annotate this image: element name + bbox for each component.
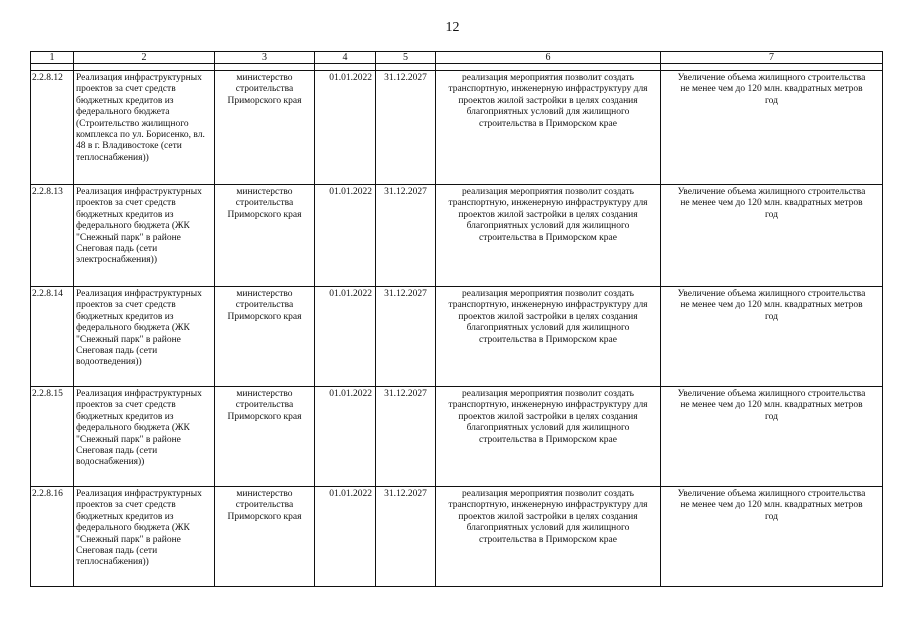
end-date: 31.12.2027: [376, 487, 436, 587]
column-header: 7: [661, 52, 883, 64]
indicator: Увеличение объема жилищного строительства не менее чем до 120 млн. квадратных метров год: [661, 71, 883, 185]
column-header: 4: [315, 52, 376, 64]
page-number: 12: [445, 20, 460, 35]
column-header: 6: [436, 52, 661, 64]
column-number-row: [31, 52, 883, 64]
end-date: 31.12.2027: [376, 387, 436, 487]
row-number: 2.2.8.14: [31, 287, 74, 387]
expected-result: реализация мероприятия позволит создать транспортную, инженерную инфраструктуру для проектов жилой застройки в целях создания благоприятных условий для жилищного строительства в Приморском крае: [436, 487, 661, 587]
activity-title: Реализация инфраструктурных проектов за счет средств бюджетных кредитов из федерального бюджета (Строительство жилищного комплекса по ул. Борисенко, вл. 48 в г. Владивостоке (сети теплоснабжения)): [74, 71, 215, 185]
column-header: 3: [215, 52, 315, 64]
activity-title: Реализация инфраструктурных проектов за счет средств бюджетных кредитов из федерального бюджета (ЖК "Снежный парк" в районе Снеговая падь (сети водоотведения)): [74, 287, 215, 387]
start-date: 01.01.2022: [315, 287, 376, 387]
table-row: [31, 185, 883, 287]
row-number: 2.2.8.15: [31, 387, 74, 487]
column-header: 2: [74, 52, 215, 64]
column-header: 1: [31, 52, 74, 64]
column-header: 5: [376, 52, 436, 64]
executor: министерство строительства Приморского края: [215, 185, 315, 287]
end-date: 31.12.2027: [376, 185, 436, 287]
table-row: [31, 487, 883, 587]
table-row: [31, 287, 883, 387]
row-number: 2.2.8.13: [31, 185, 74, 287]
indicator: Увеличение объема жилищного строительства не менее чем до 120 млн. квадратных метров год: [661, 487, 883, 587]
table-row: [31, 387, 883, 487]
executor: министерство строительства Приморского края: [215, 287, 315, 387]
start-date: 01.01.2022: [315, 487, 376, 587]
expected-result: реализация мероприятия позволит создать транспортную, инженерную инфраструктуру для проектов жилой застройки в целях создания благоприятных условий для жилищного строительства в Приморском крае: [436, 387, 661, 487]
executor: министерство строительства Приморского края: [215, 387, 315, 487]
executor: министерство строительства Приморского края: [215, 71, 315, 185]
activity-title: Реализация инфраструктурных проектов за счет средств бюджетных кредитов из федерального бюджета (ЖК "Снежный парк" в районе Снеговая падь (сети теплоснабжения)): [74, 487, 215, 587]
table-row: [31, 71, 883, 185]
row-number: 2.2.8.16: [31, 487, 74, 587]
indicator: Увеличение объема жилищного строительства не менее чем до 120 млн. квадратных метров год: [661, 387, 883, 487]
row-number: 2.2.8.12: [31, 71, 74, 185]
executor: министерство строительства Приморского края: [215, 487, 315, 587]
end-date: 31.12.2027: [376, 71, 436, 185]
start-date: 01.01.2022: [315, 71, 376, 185]
program-table: [30, 51, 883, 587]
activity-title: Реализация инфраструктурных проектов за счет средств бюджетных кредитов из федерального бюджета (ЖК "Снежный парк" в районе Снеговая падь (сети электроснабжения)): [74, 185, 215, 287]
header-gap: [31, 64, 883, 71]
activity-title: Реализация инфраструктурных проектов за счет средств бюджетных кредитов из федерального бюджета (ЖК "Снежный парк" в районе Снеговая падь (сети водоснабжения)): [74, 387, 215, 487]
indicator: Увеличение объема жилищного строительства не менее чем до 120 млн. квадратных метров год: [661, 185, 883, 287]
indicator: Увеличение объема жилищного строительства не менее чем до 120 млн. квадратных метров год: [661, 287, 883, 387]
start-date: 01.01.2022: [315, 185, 376, 287]
end-date: 31.12.2027: [376, 287, 436, 387]
expected-result: реализация мероприятия позволит создать транспортную, инженерную инфраструктуру для проектов жилой застройки в целях создания благоприятных условий для жилищного строительства в Приморском крае: [436, 71, 661, 185]
expected-result: реализация мероприятия позволит создать транспортную, инженерную инфраструктуру для проектов жилой застройки в целях создания благоприятных условий для жилищного строительства в Приморском крае: [436, 287, 661, 387]
start-date: 01.01.2022: [315, 387, 376, 487]
expected-result: реализация мероприятия позволит создать транспортную, инженерную инфраструктуру для проектов жилой застройки в целях создания благоприятных условий для жилищного строительства в Приморском крае: [436, 185, 661, 287]
